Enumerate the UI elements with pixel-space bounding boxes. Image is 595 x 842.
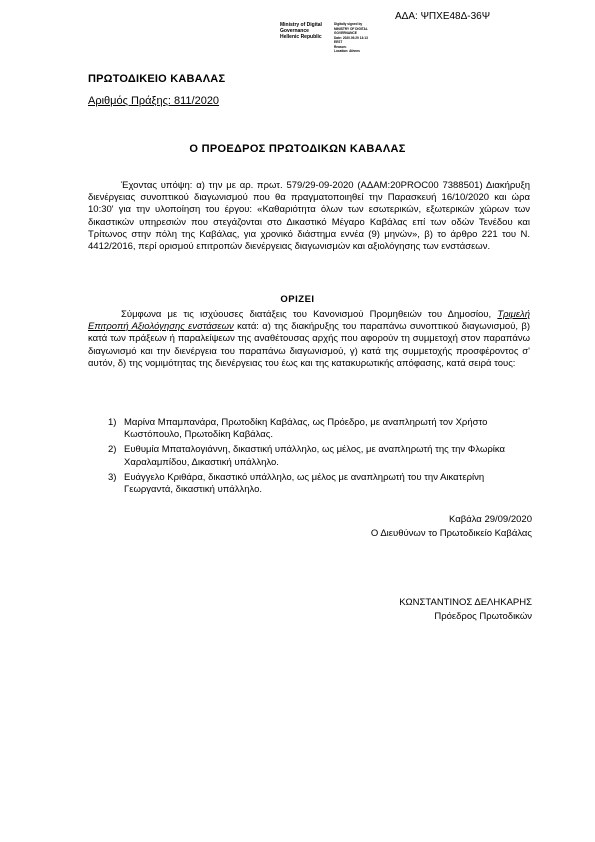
member-text: Ευθυμία Μπαταλογιάννη, δικαστική υπάλληλο, ως μέλος, με αναπληρωτή της την Φλωρίκα Χαραλαμπίδου, Δικαστική υπάλληλο. <box>124 444 505 468</box>
place-date-block <box>300 513 532 541</box>
list-number: 3) <box>108 471 117 483</box>
preamble-paragraph: Έχοντας υπόψη: α) την με αρ. πρωτ. 579/29-09-2020 (ΑΔΑΜ:20PROC00 7388501) Διακήρυξη διενέργειας συνοπτικού διαγωνισμού που θα πραγματοποιηθεί την Παρασκευή 16/10/2020 και ώρα 10:30' για την υλοποίηση του έργου: «Καθαριότητα όλων των εσωτερικών, εξωτερικών χώρων των δικαστικών υπηρεσιών που στεγάζονται στο Δικαστικό Μέγαρο Καβάλας επί των οδών Τενέδου και Τρίτωνος στην πόλη της Καβάλας, για χρονικό διάστημα εννέα (9) μηνών», β) το άρθρο 221 του Ν. 4412/2016, περί ορισμού επιτροπών διενέργειας διαγωνισμών και αξιολόγησης των ενστάσεων. <box>88 180 530 253</box>
stamp-line: Ministry of Digital <box>280 22 322 28</box>
digital-signature-stamp-label <box>280 22 330 40</box>
stamp-line: Hellenic Republic <box>280 34 322 40</box>
member-text: Μαρίνα Μπαμπανάρα, Πρωτοδίκη Καβάλας, ως Πρόεδρο, με αναπληρωτή τον Χρήστο Κωστόπουλο, Πρωτοδίκη Καβάλας. <box>124 417 488 441</box>
page-title: Ο ΠΡΟΕΔΡΟΣ ΠΡΩΤΟΔΙΚΩΝ ΚΑΒΑΛΑΣ <box>189 143 406 155</box>
list-item <box>108 472 530 496</box>
signatory-name: ΚΩΝΣΤΑΝΤΙΝΟΣ ΔΕΛΗΚΑΡΗΣ <box>399 597 532 608</box>
director-line: Ο Διευθύνων το Πρωτοδικείο Καβάλας <box>370 528 532 539</box>
ada-code: ΑΔΑ: ΨΠΧΕ48Δ-36Ψ <box>395 11 491 22</box>
stamp-line: GOVERNANCE <box>334 31 357 35</box>
signatory-title: Πρόεδρος Πρωτοδικών <box>434 611 532 622</box>
act-number: Αριθμός Πράξης: 811/2020 <box>88 95 220 107</box>
decision-heading: ΟΡΙΖΕΙ <box>280 294 315 305</box>
stamp-line: Governance <box>280 28 309 34</box>
decision-text-start: Σύμφωνα με τις ισχύουσες διατάξεις του Κανονισμού Προμηθειών του Δημοσίου, <box>121 309 498 320</box>
court-name: ΠΡΩΤΟΔΙΚΕΙΟ ΚΑΒΑΛΑΣ <box>88 73 226 85</box>
list-item <box>108 417 530 441</box>
place-date: Καβάλα 29/09/2020 <box>449 514 532 525</box>
stamp-line: Date: 2020.09.29 13:13 <box>334 35 368 40</box>
committee-members-list <box>108 417 530 499</box>
decision-text-end: κατά: α) της διακήρυξης του παραπάνω συνοπτικού διαγωνισμού, β) κατά των πράξεων ή παραλείψεων της αναθέτουσας αρχής που αφορούν τη συμμετοχή στον παραπάνω διαγωνισμό και την διενέργεια του παραπάνω διαγωνισμού, γ) κατά της συμμετοχής προσφέροντος σ' αυτόν, δ) της νομιμότητας της διενέργειας του έως και της κατακυρωτικής απόφασης, κατά σειρά τους: <box>88 321 531 369</box>
stamp-line: EEST <box>334 40 343 44</box>
digital-signature-stamp-details <box>334 22 390 54</box>
stamp-line: Location: Athens <box>334 49 360 53</box>
stamp-line: MINISTRY OF DIGITAL <box>334 26 368 31</box>
list-number: 2) <box>108 444 117 456</box>
committee-name: Τριμελή Επιτροπή Αξιολόγησης ενστάσεων <box>88 309 530 333</box>
list-number: 1) <box>108 417 117 428</box>
member-text: Ευάγγελο Κριθάρα, δικαστικό υπάλληλο, ως μέλος με αναπληρωτή του την Αικατερίνη Γεωργαντά, δικαστική υπάλληλο. <box>124 471 485 496</box>
stamp-line: Digitally signed by <box>334 22 363 26</box>
decision-paragraph <box>88 309 530 370</box>
signature-block <box>300 596 532 624</box>
list-item <box>108 444 530 468</box>
stamp-line: Reason: <box>334 44 347 49</box>
